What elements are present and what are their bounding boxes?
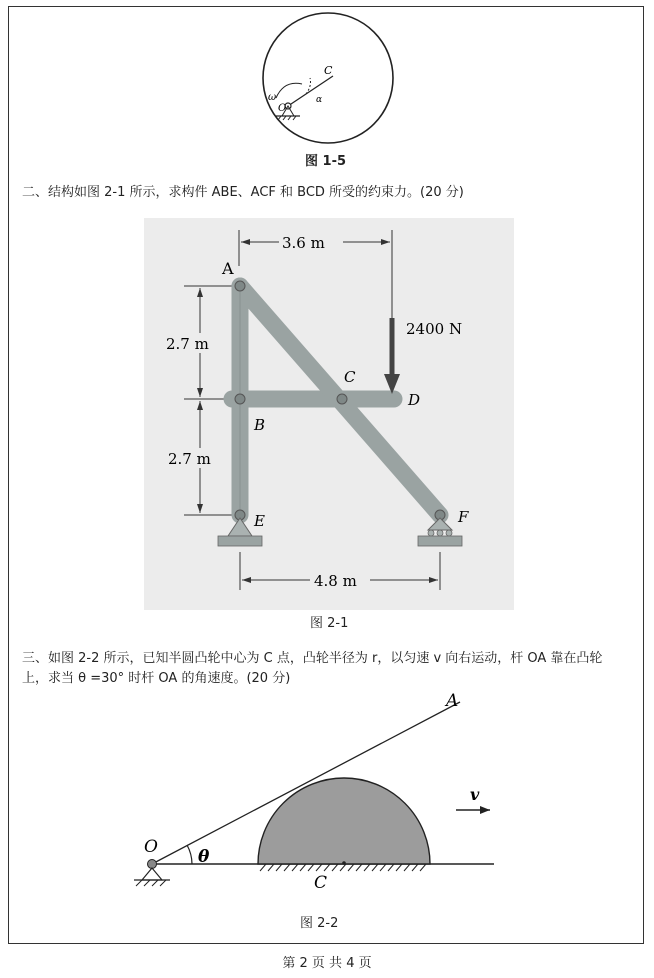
label-b: B xyxy=(254,416,266,434)
roller-1 xyxy=(428,530,434,536)
figure-2-1-caption: 图 2-1 xyxy=(310,616,349,631)
velocity-arrow-head xyxy=(480,806,490,814)
roller-3 xyxy=(446,530,452,536)
figure-1-5 xyxy=(258,10,398,148)
label-o: O xyxy=(144,837,158,857)
pin-b xyxy=(235,394,245,404)
label-a: A xyxy=(446,691,459,711)
support-f-base xyxy=(418,536,462,546)
ground-hatch xyxy=(260,864,426,871)
label-alpha: α xyxy=(316,95,323,105)
label-theta: θ xyxy=(198,847,210,867)
label-d: D xyxy=(408,391,421,409)
question-3-line-2: 上，求当 θ =30° 时杆 OA 的角速度。(20 分) xyxy=(22,671,291,686)
rod-oc xyxy=(288,76,333,106)
roller-2 xyxy=(437,530,443,536)
figure-2-1 xyxy=(144,218,514,610)
load-label: 2400 N xyxy=(406,320,463,338)
question-2: 二、结构如图 2-1 所示，求构件 ABE、ACF 和 BCD 所受的约束力。(20 分) xyxy=(22,185,464,200)
label-omega: ω xyxy=(268,92,277,103)
dim-upper-label: 2.7 m xyxy=(166,335,209,353)
dim-lower-label: 2.7 m xyxy=(168,450,211,468)
dim-top-label: 3.6 m xyxy=(282,234,325,252)
label-v: v xyxy=(470,785,480,804)
omega-arc xyxy=(276,83,302,98)
semicircle-cam xyxy=(258,778,430,864)
figure-2-2 xyxy=(120,690,520,900)
label-c: C xyxy=(314,873,328,893)
label-a: A xyxy=(222,259,234,278)
page-footer: 第 2 页 共 4 页 xyxy=(282,956,372,971)
dim-bottom-label: 4.8 m xyxy=(314,572,357,590)
figure-2-2-caption: 图 2-2 xyxy=(300,916,339,931)
pin-a xyxy=(235,281,245,291)
support-o-hatch xyxy=(136,880,166,886)
question-3-line-1: 三、如图 2-2 所示，已知半圆凸轮中心为 C 点，凸轮半径为 r，以匀速 v 向右运动，杆 OA 靠在凸轮 xyxy=(22,651,603,666)
pin-c xyxy=(337,394,347,404)
cam-center-c xyxy=(342,861,346,865)
support-f xyxy=(428,518,452,530)
support-e-base xyxy=(218,536,262,546)
label-c: C xyxy=(324,64,333,77)
outer-circle xyxy=(263,13,393,143)
support-o xyxy=(142,868,162,880)
label-c: C xyxy=(344,368,356,386)
figure-1-5-caption: 图 1-5 xyxy=(305,154,347,169)
label-o: O xyxy=(278,103,287,114)
label-e: E xyxy=(254,512,265,530)
label-f: F xyxy=(458,508,469,526)
theta-arc xyxy=(187,845,192,864)
support-e xyxy=(228,518,252,536)
